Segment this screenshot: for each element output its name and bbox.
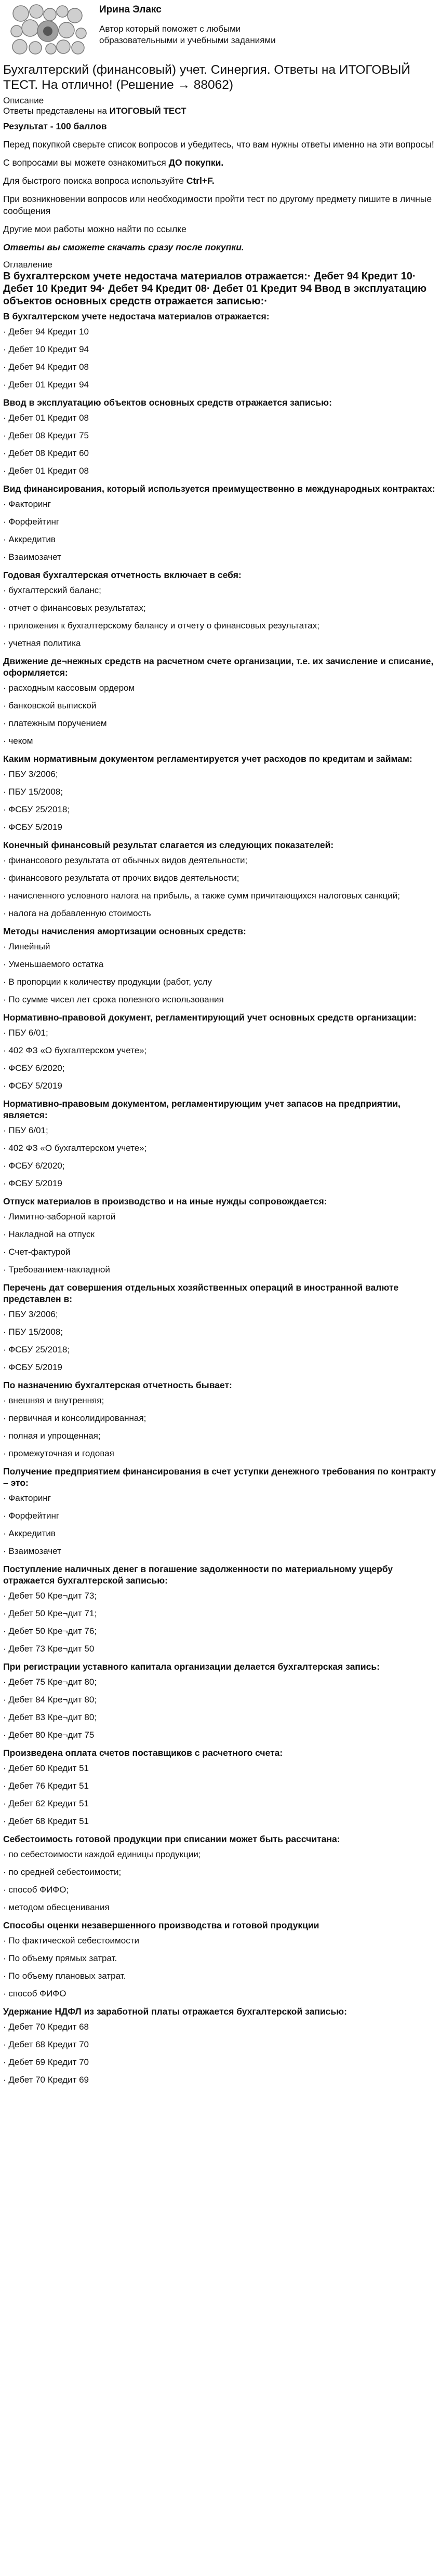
answer-option: · финансового результата от обычных видов деятельности; [3, 855, 248, 865]
answer-option: · Дебет 68 Кредит 70 [3, 2040, 89, 2049]
para-contact: При возникновении вопросов или необходимости пройти тест по другому предмету пишите в личные сообщения [3, 194, 432, 216]
answer-option: · ПБУ 3/2006; [3, 769, 58, 779]
answer-option: · По объему плановых затрат. [3, 1971, 126, 1981]
answer-option: · чеком [3, 736, 33, 746]
para-download: Ответы вы сможете скачать сразу после покупки. [3, 242, 244, 252]
answer-option: · Дебет 94 Кредит 08 [3, 362, 89, 372]
answer-option: · полная и упрощенная; [3, 1431, 101, 1441]
answer-option: · Линейный [3, 942, 50, 951]
answer-option: · Аккредитив [3, 1528, 56, 1538]
answer-option: · финансового результата от прочих видов деятельности; [3, 873, 239, 883]
answer-option: · Факторинг [3, 499, 51, 509]
para-ctrl-f-bold: Ctrl+F. [186, 176, 215, 186]
answer-option: · Дебет 84 Кре¬дит 80; [3, 1695, 97, 1705]
question-block [3, 483, 437, 563]
question-block [3, 1196, 437, 1276]
para-other-works[interactable]: Другие мои работы можно найти по ссылке [3, 224, 186, 234]
question-title: Себестоимость готовой продукции при списании может быть рассчитана: [3, 1834, 340, 1844]
answer-option: · по себестоимости каждой единицы продукции; [3, 1849, 201, 1859]
question-block [3, 1012, 437, 1092]
answer-option: · Дебет 50 Кре¬дит 76; [3, 1626, 97, 1636]
question-block [3, 397, 437, 477]
answer-option: · Дебет 01 Кредит 08 [3, 466, 89, 476]
answer-option: · Взаимозачет [3, 552, 61, 562]
question-block [3, 1833, 437, 1913]
answer-option: · ФСБУ 25/2018; [3, 804, 70, 814]
question-title: Отпуск материалов в производство и на иные нужды сопровождается: [3, 1196, 327, 1206]
answer-option: · способ ФИФО [3, 1989, 66, 1998]
question-title: Вид финансирования, который используется преимущественно в международных контрактах: [3, 484, 435, 494]
answer-option: · первичная и консолидированная; [3, 1413, 146, 1423]
answer-option: · Лимитно-заборной картой [3, 1212, 116, 1222]
answer-option: · 402 ФЗ «О бухгалтерском учете»; [3, 1045, 147, 1055]
answer-option: · ФСБУ 5/2019 [3, 1362, 62, 1372]
para-questions-before [3, 157, 437, 169]
question-title: Методы начисления амортизации основных средств: [3, 926, 246, 936]
question-block [3, 925, 437, 1005]
question-title: Движение де¬нежных средств на расчетном счете организации, т.е. их зачисление и списание, оформляется: [3, 656, 434, 678]
question-block [3, 1379, 437, 1459]
answer-option: · банковской выпиской [3, 701, 97, 710]
question-title: Получение предприятием финансирования в счет уступки денежного требования по контракту – это: [3, 1466, 436, 1488]
question-block [3, 839, 437, 919]
answer-option: · Факторинг [3, 1493, 51, 1503]
answer-option: · Аккредитив [3, 534, 56, 544]
question-block [3, 1098, 437, 1189]
answer-option: · учетная политика [3, 638, 81, 648]
answer-option: · ФСБУ 6/2020; [3, 1063, 65, 1073]
answer-option: · В пропорции к количеству продукции (работ, услу [3, 977, 212, 987]
author-header [3, 0, 437, 58]
description-label: Описание [3, 96, 44, 105]
answer-option: · Дебет 08 Кредит 60 [3, 448, 89, 458]
question-block [3, 1466, 437, 1557]
answer-option: · Дебет 50 Кре¬дит 71; [3, 1608, 97, 1618]
question-title: Перечень дат совершения отдельных хозяйственных операций в иностранной валюте представлен в: [3, 1282, 399, 1304]
page-title: Бухгалтерский (финансовый) учет. Синергия. Ответы на ИТОГОВЫЙ ТЕСТ. На отлично! (Решение → 88062) [3, 63, 410, 92]
answer-option: · Дебет 69 Кредит 70 [3, 2057, 89, 2067]
answer-option: · 402 ФЗ «О бухгалтерском учете»; [3, 1143, 147, 1153]
answer-option: · бухгалтерский баланс; [3, 585, 101, 595]
answer-option: · начисленного условного налога на прибыль, а также сумм причитающихся налоговых санкций; [3, 891, 400, 901]
answer-option: · Дебет 70 Кредит 69 [3, 2075, 89, 2085]
answer-option: · Дебет 50 Кре¬дит 73; [3, 1591, 97, 1601]
result-text: Результат - 100 баллов [3, 121, 107, 131]
answer-option: · Дебет 73 Кре¬дит 50 [3, 1644, 95, 1654]
para-ctrl-f [3, 175, 437, 187]
answer-option: · ПБУ 6/01; [3, 1028, 48, 1038]
question-title: Произведена оплата счетов поставщиков с расчетного счета: [3, 1748, 283, 1758]
question-title: Конечный финансовый результат слагается из следующих показателей: [3, 840, 334, 850]
question-title: При регистрации уставного капитала организации делается бухгалтерская запись: [3, 1661, 380, 1672]
question-block [3, 1563, 437, 1655]
answer-option: · расходным кассовым ордером [3, 683, 135, 693]
answers-intro [3, 106, 437, 116]
answer-option: · приложения к бухгалтерскому балансу и отчету о финансовых результатах; [3, 621, 319, 630]
answer-option: · по средней себестоимости; [3, 1867, 122, 1877]
answer-option: · ПБУ 6/01; [3, 1125, 48, 1135]
question-title: Способы оценки незавершенного производства и готовой продукции [3, 1920, 319, 1930]
answer-option: · Дебет 83 Кре¬дит 80; [3, 1712, 97, 1722]
answer-option: · Форфейтинг [3, 1511, 60, 1521]
answer-option: · По фактической себестоимости [3, 1936, 139, 1946]
toc-body: В бухгалтерском учете недостача материалов отражается:· Дебет 94 Кредит 10· Дебет 10 Кредит 94· Дебет 94 Кредит 08· Дебет 01 Кредит 94 Ввод в эксплуатацию объектов основных средств отражается записью:· [3, 271, 427, 307]
page [3, 0, 437, 2092]
question-block [3, 2006, 437, 2086]
answers-intro-text: Ответы представлены на [3, 106, 110, 116]
answer-option: · ФСБУ 5/2019 [3, 1081, 62, 1091]
answer-option: · Дебет 70 Кредит 68 [3, 2022, 89, 2032]
question-title: По назначению бухгалтерская отчетность бывает: [3, 1380, 232, 1390]
author-name[interactable]: Ирина Элакс [99, 4, 162, 15]
question-title: Каким нормативным документом регламентируется учет расходов по кредитам и займам: [3, 754, 412, 764]
answer-option: · способ ФИФО; [3, 1885, 69, 1895]
question-block [3, 753, 437, 833]
question-title: В бухгалтерском учете недостача материалов отражается: [3, 311, 270, 321]
answer-option: · методом обесценивания [3, 1902, 110, 1912]
question-block [3, 1282, 437, 1373]
answer-option: · Дебет 10 Кредит 94 [3, 344, 89, 354]
answer-option: · внешняя и внутренняя; [3, 1396, 104, 1405]
answer-option: · ФСБУ 5/2019 [3, 1178, 62, 1188]
question-block [3, 1920, 437, 2000]
answer-option: · Дебет 76 Кредит 51 [3, 1781, 89, 1791]
avatar[interactable] [9, 4, 87, 55]
question-title: Годовая бухгалтерская отчетность включает в себя: [3, 570, 242, 580]
answer-option: · Требованием-накладной [3, 1265, 110, 1274]
question-title: Удержание НДФЛ из заработной платы отражается бухгалтерской записью: [3, 2006, 347, 2017]
answer-option: · ФСБУ 6/2020; [3, 1161, 65, 1171]
answer-option: · По объему прямых затрат. [3, 1953, 117, 1963]
answer-option: · налога на добавленную стоимость [3, 908, 151, 918]
answer-option: · промежуточная и годовая [3, 1448, 114, 1458]
answer-option: · отчет о финансовых результатах; [3, 603, 146, 613]
answer-option: · Уменьшаемого остатка [3, 959, 104, 969]
answer-option: · Дебет 80 Кре¬дит 75 [3, 1730, 95, 1740]
question-block [3, 1747, 437, 1827]
answer-option: · ПБУ 15/2008; [3, 1327, 63, 1337]
toc-label: Оглавление [3, 260, 52, 270]
answers-intro-bold: ИТОГОВЫЙ ТЕСТ [109, 106, 186, 116]
answer-option: · Взаимозачет [3, 1546, 61, 1556]
answer-option: · Дебет 62 Кредит 51 [3, 1799, 89, 1808]
question-block [3, 1661, 437, 1741]
question-title: Нормативно-правовой документ, регламентирующий учет основных средств организации: [3, 1012, 417, 1023]
answer-option: · Форфейтинг [3, 517, 60, 527]
answer-option: · Дебет 01 Кредит 08 [3, 413, 89, 423]
answer-option: · Дебет 75 Кре¬дит 80; [3, 1677, 97, 1687]
answer-option: · ПБУ 3/2006; [3, 1309, 58, 1319]
answer-option: · Дебет 60 Кредит 51 [3, 1763, 89, 1773]
answer-option: · Дебет 94 Кредит 10 [3, 327, 89, 337]
answer-option: · ПБУ 15/2008; [3, 787, 63, 797]
question-block [3, 569, 437, 649]
answer-option: · Дебет 01 Кредит 94 [3, 380, 89, 390]
answer-option: · Дебет 08 Кредит 75 [3, 431, 89, 440]
para-check-questions: Перед покупкой сверьте список вопросов и убедитесь, что вам нужны ответы именно на эти вопросы! [3, 139, 434, 150]
answer-option: · платежным поручением [3, 718, 107, 728]
question-title: Нормативно-правовым документом, регламентирующим учет запасов на предприятии, является: [3, 1098, 401, 1120]
para-questions-before-text: С вопросами вы можете ознакомиться [3, 157, 169, 168]
answer-option: · Дебет 68 Кредит 51 [3, 1816, 89, 1826]
answer-option: · По сумме чисел лет срока полезного использования [3, 995, 224, 1004]
answer-option: · ФСБУ 25/2018; [3, 1345, 70, 1354]
questions-list [3, 311, 437, 2086]
answer-option: · ФСБУ 5/2019 [3, 822, 62, 832]
question-block [3, 655, 437, 747]
question-block [3, 311, 437, 391]
question-title: Поступление наличных денег в погашение задолженности по материальному ущербу отражается бухгалтерской записью: [3, 1564, 393, 1586]
para-ctrl-f-text: Для быстрого поиска вопроса используйте [3, 176, 186, 186]
answer-option: · Накладной на отпуск [3, 1229, 95, 1239]
author-description: Автор который поможет с любыми образовательными и учебными заданиями [99, 24, 276, 45]
para-questions-before-bold: ДО покупки. [168, 157, 224, 168]
answer-option: · Счет-фактурой [3, 1247, 71, 1257]
question-title: Ввод в эксплуатацию объектов основных средств отражается записью: [3, 397, 332, 408]
